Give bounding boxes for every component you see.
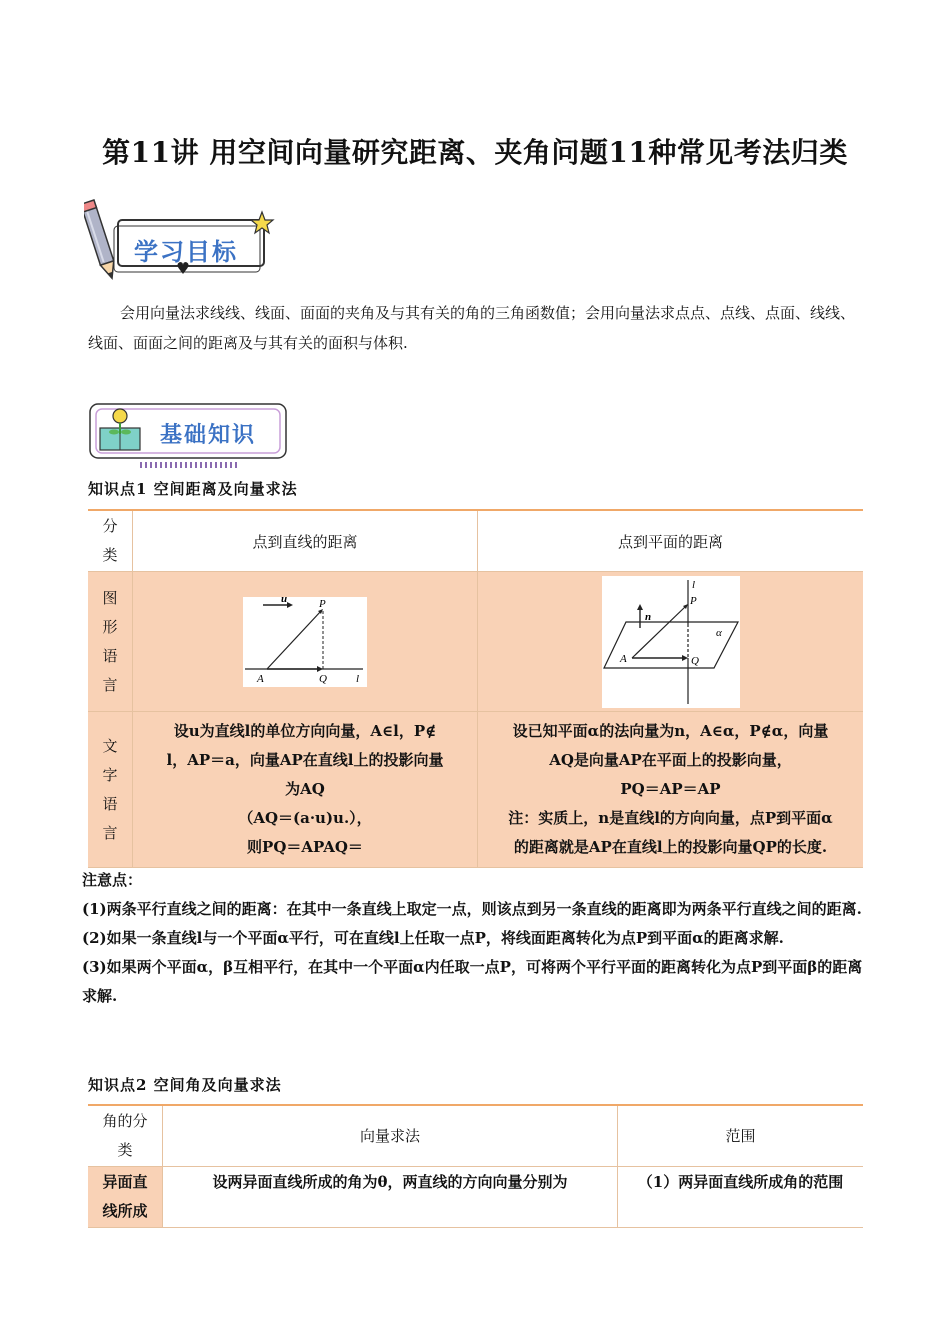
text-line-4: （AQ＝(a·u)u.）， [238,809,372,827]
text-point-line-cell [133,712,478,868]
text-line-5: 则PQ＝APAQ＝ [247,838,363,856]
learning-goals-label: 学习目标 [134,238,238,266]
text-line-5: 的距离就是AP在直线l上的投影向量QP的长度. [513,838,828,856]
header-angle-category: 角的分类 [88,1105,163,1167]
cell-skew-method: 设两异面直线所成的角为θ，两直线的方向向量分别为 [163,1167,618,1228]
figure-point-line-cell [133,572,478,712]
text-point-plane-cell [478,712,864,868]
notes-heading: 注意点： [82,871,143,889]
intro-paragraph: 会用向量法求线线、线面、面面的夹角及与其有关的角的三角函数值；会用向量法求点点、点线、点面、线线、线面、面面之间的距离及与其有关的面积与体积. [88,304,856,352]
row-label-text: 文字语言 [88,712,133,868]
text-line-2: l，AP＝a，向量AP在直线l上的投影向量 [166,751,444,769]
col-header-point-line: 点到直线的距离 [133,510,478,572]
figure-point-plane-cell [478,572,864,712]
label-l2: l [691,578,695,591]
header-range: 范围 [618,1105,864,1167]
text-line-3: 为AQ [285,780,325,798]
label-P2: P [689,594,697,607]
point-plane-figure [602,576,740,708]
row-label-skew-lines: 异面直线所成 [88,1167,163,1228]
point-line-figure [243,597,367,687]
basic-knowledge-badge [88,400,288,470]
label-u: u [281,596,288,605]
knowledge-point-2-heading: 知识点2 空间角及向量求法 [88,1076,282,1094]
label-Q: Q [319,672,327,685]
label-A2: A [619,652,627,665]
row-label-category: 分类 [88,510,133,572]
note-item: (3)如果两个平面α，β互相平行，在其中一个平面α内任取一点P，可将两个平行平面的距离转化为点P到平面β的距离求解. [82,958,863,1005]
text-line-2: AQ是向量AP在平面上的投影向量， [549,751,792,769]
text-line-3: PQ＝AP＝AP [620,780,721,798]
label-l: l [356,672,360,685]
note-item: (2)如果一条直线l与一个平面α平行，可在直线l上任取一点P，将线面距离转化为点P到平面α的距离求解. [82,929,784,947]
text-line-1: 设u为直线l的单位方向向量，A∈l，P∉ [173,722,437,740]
cell-skew-range: （1）两异面直线所成角的范围 [618,1167,864,1228]
label-alpha: α [715,626,722,639]
label-n: n [644,610,651,623]
label-Q2: Q [690,654,699,667]
knowledge-point-1-heading: 知识点1 空间距离及向量求法 [88,480,298,498]
text-line-1: 设已知平面α的法向量为n，A∈α，P∉α，向量 [512,722,829,740]
angle-table [88,1104,863,1228]
page-title: 第11讲 用空间向量研究距离、夹角问题11种常见考法归类 [102,136,848,169]
notes-section [82,866,864,1011]
label-A: A [257,672,264,685]
col-header-point-plane: 点到平面的距离 [478,510,864,572]
note-item: (1)两条平行直线之间的距离：在其中一条直线上取定一点，则该点到另一条直线的距离即为两条平行直线之间的距离. [82,900,862,918]
distance-table [88,509,863,868]
basic-knowledge-label: 基础知识 [160,423,257,448]
text-line-4: 注：实质上，n是直线l的方向向量，点P到平面α [508,809,833,827]
header-vector-method: 向量求法 [163,1105,618,1167]
label-P: P [319,597,326,610]
learning-goals-badge [84,198,280,284]
row-label-graphic: 图形语言 [88,572,133,712]
